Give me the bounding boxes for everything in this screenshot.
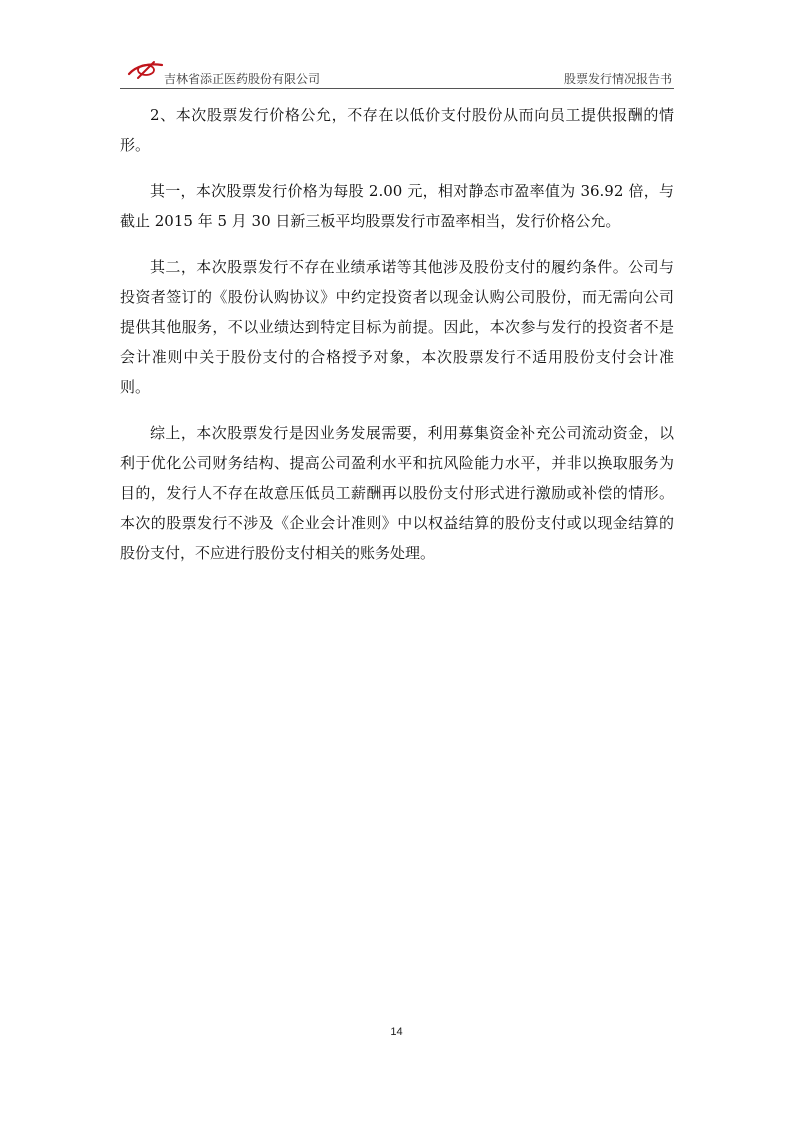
paragraph: 综上，本次股票发行是因业务发展需要，利用募集资金补充公司流动资金，以利于优化公司财务结构、提高公司盈利水平和抗风险能力水平，并非以换取服务为目的，发行人不存在故意压低员工薪酬再以股份支付形式进行激励或补偿的情形。本次的股票发行不涉及《企业会计准则》中以权益结算的股份支付或以现金结算的股份支付，不应进行股份支付相关的账务处理。 xyxy=(120,424,674,562)
report-title: 股票发行情况报告书 xyxy=(563,72,672,86)
company-name: 吉林省添正医药股份有限公司 xyxy=(164,72,321,86)
document-body xyxy=(120,100,674,584)
company-logo-icon xyxy=(126,60,166,80)
page-header xyxy=(120,60,674,89)
paragraph: 其一，本次股票发行价格为每股 2.00 元，相对静态市盈率值为 36.92 倍，与截止 2015 年 5 月 30 日新三板平均股票发行市盈率相当，发行价格公允。 xyxy=(120,182,674,230)
paragraph: 其二，本次股票发行不存在业绩承诺等其他涉及股份支付的履约条件。公司与投资者签订的《股份认购协议》中约定投资者以现金认购公司股份，而无需向公司提供其他服务，不以业绩达到特定目标为前提。因此，本次参与发行的投资者不是会计准则中关于股份支付的合格授予对象，本次股票发行不适用股份支付会计准则。 xyxy=(120,258,674,396)
paragraph: 2、本次股票发行价格公允，不存在以低价支付股份从而向员工提供报酬的情形。 xyxy=(120,106,674,154)
page-number: 14 xyxy=(390,1026,403,1038)
